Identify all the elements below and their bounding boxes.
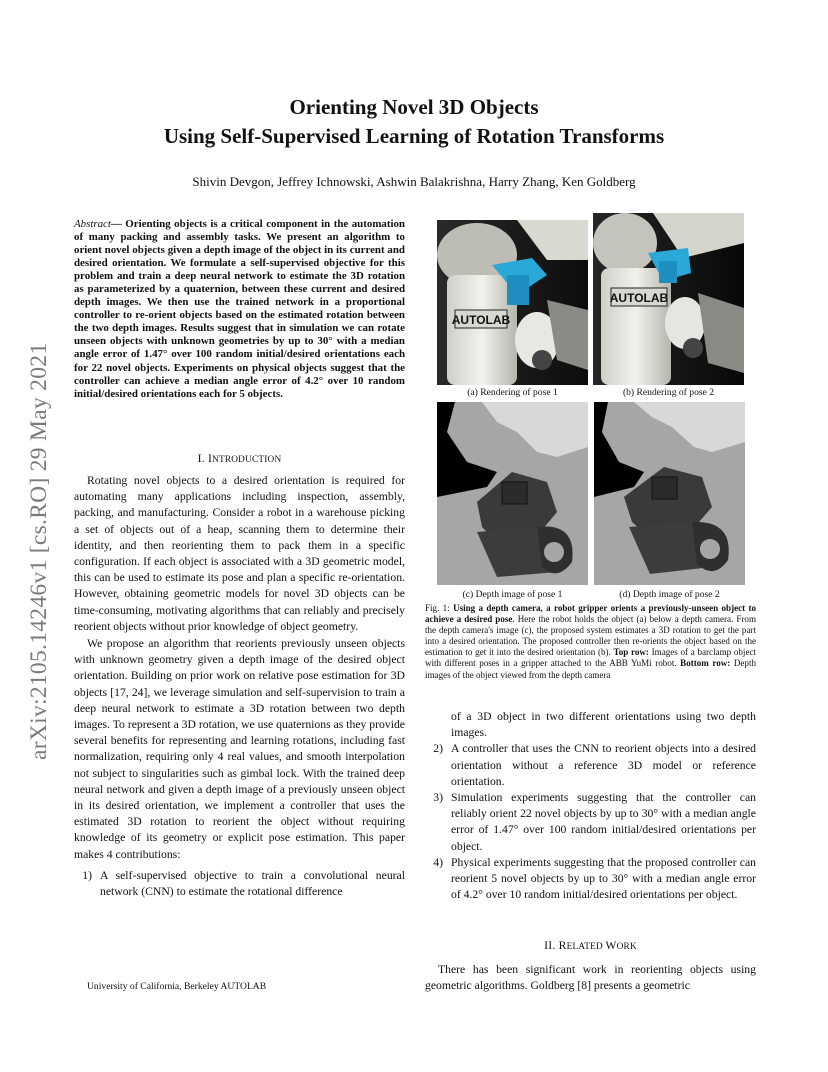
section-heading-introduction: I. INTRODUCTION bbox=[197, 452, 282, 465]
related-work-body bbox=[425, 962, 756, 994]
contribution-item-1-continued: of a 3D object in two different orientations using two depth images. bbox=[451, 710, 756, 740]
rendering-pose-2-image bbox=[593, 213, 744, 385]
contribution-item-2: 2) A controller that uses the CNN to reorient objects into a desired orientation without a reference 3D model or reference orientation. bbox=[433, 742, 756, 788]
title-line-1: Orienting Novel 3D Objects bbox=[289, 95, 539, 119]
intro-paragraph-1: Rotating novel objects to a desired orientation is required for automating many applications including inspection, assembly, packing, and manufacturing. Consider a robot in a warehouse picking a set of objects out of a heap, scanning them to determine their identity, and then reorienting them to pack them in a specific configuration. If each object is associated with a 3D geometric model, this can be used to estimate its pose and plan a specific re-orientation. However, obtaining geometric models for novel 3D objects can be time-consuming, motivating algorithms that can reliably and precisely reorient objects without prior knowledge of object geometry. bbox=[74, 474, 405, 633]
abstract-label: Abstract bbox=[74, 218, 111, 230]
depth-image-pose-1 bbox=[437, 402, 588, 585]
section-heading-related-work: II. RELATED WORK bbox=[544, 939, 637, 952]
contributions-continued bbox=[425, 709, 756, 903]
abstract bbox=[74, 218, 405, 401]
affiliation-footnote: University of California, Berkeley AUTOLAB bbox=[87, 981, 267, 992]
paper-title bbox=[0, 93, 828, 151]
subfigure-caption-b: (b) Rendering of pose 2 bbox=[622, 387, 715, 398]
subfigure-caption-a: (a) Rendering of pose 1 bbox=[467, 387, 558, 398]
figure-caption: Fig. 1: Using a depth camera, a robot gripper orients a previously-unseen object to achieve a desired pose. Here the robot holds the object (a) below a depth camera. From the depth camera's image (c), the proposed system estimates a 3D rotation to get the part into a desired orientation. The proposed controller then re-orients the object based on the estimation to get it into the desired orientation (b). Top row: Images of a barclamp object with different poses in a gripper attached to the ABB YuMi robot. Bottom row: Depth images of the object viewed from the depth camera bbox=[425, 603, 757, 680]
arxiv-identifier: arXiv:2105.14246v1 [cs.RO] 29 May 2021 bbox=[26, 342, 52, 760]
subfigure-caption-d: (d) Depth image of pose 2 bbox=[619, 589, 720, 600]
related-paragraph-1: There has been significant work in reorienting objects using geometric algorithms. Goldberg [8] presents a geometric bbox=[425, 963, 756, 993]
rendering-pose-1-image bbox=[437, 220, 588, 385]
depth-image-pose-2 bbox=[594, 402, 745, 585]
introduction-body bbox=[74, 473, 405, 900]
contribution-item-3: 3) Simulation experiments suggesting that the controller can reliably orient 22 novel objects by up to 30° with a median angle error of 1.47° over 100 random initial/desired orientations per object. bbox=[433, 791, 756, 853]
abstract-text: — Orienting objects is a critical component in the automation of many packing and assembly tasks. We present an algorithm to orient novel objects given a depth image of the object in its current and desired orientation. We formulate a self-supervised objective for this problem and train a deep neural network to estimate the 3D rotation as parameterized by a quaternion, between these current and desired depth images. We then use the trained network in a proportional controller to re-orient objects based on the estimated rotation between the two depth images. Results suggest that in simulation we can rotate unseen objects with unknown geometries by up to 30° with a median angle error of 1.47° over 100 random initial/desired orientations each for 22 novel objects. Experiments on physical objects suggest that the controller can achieve a median angle error of 4.2° over 10 random initial/desired orientations each for 5 objects. bbox=[74, 218, 405, 400]
contribution-item-1: 1) A self-supervised objective to train a convolutional neural network (CNN) to estimate the rotational difference bbox=[82, 868, 405, 899]
intro-paragraph-2: We propose an algorithm that reorients previously unseen objects with unknown geometry given a depth image of the desired object orientation. Building on prior work on relative pose estimation for 3D objects [17, 24], we leverage simulation and self-supervision to train a deep neural network to estimate a 3D rotation between two depth images. To represent a 3D rotation, we use quaternions as they provide several benefits for representing and learning rotations, including fast normalization, requiring only 4 real values, and smooth interpolation not subject to singularities such as gimbal lock. With the trained deep neural network and given a depth image of a previously unseen object in its desired orientation, we implement a controller that uses the estimated 3D rotation to reorient the object without requiring knowledge of its geometry or explicit pose estimation. This paper makes 4 contributions: bbox=[74, 637, 405, 861]
contribution-item-4: 4) Physical experiments suggesting that the proposed controller can reorient 5 novel objects by up to 30° with a median angle error of 4.2° over 10 random initial/desired orientations per object. bbox=[433, 855, 756, 902]
paper-authors: Shivin Devgon, Jeffrey Ichnowski, Ashwin Balakrishna, Harry Zhang, Ken Goldberg bbox=[192, 174, 636, 189]
autolab-logo-1: AUTOLAB bbox=[451, 313, 511, 327]
title-line-2: Using Self-Supervised Learning of Rotation Transforms bbox=[163, 124, 665, 148]
autolab-logo-2: AUTOLAB bbox=[609, 291, 669, 305]
subfigure-caption-c: (c) Depth image of pose 1 bbox=[462, 589, 563, 600]
